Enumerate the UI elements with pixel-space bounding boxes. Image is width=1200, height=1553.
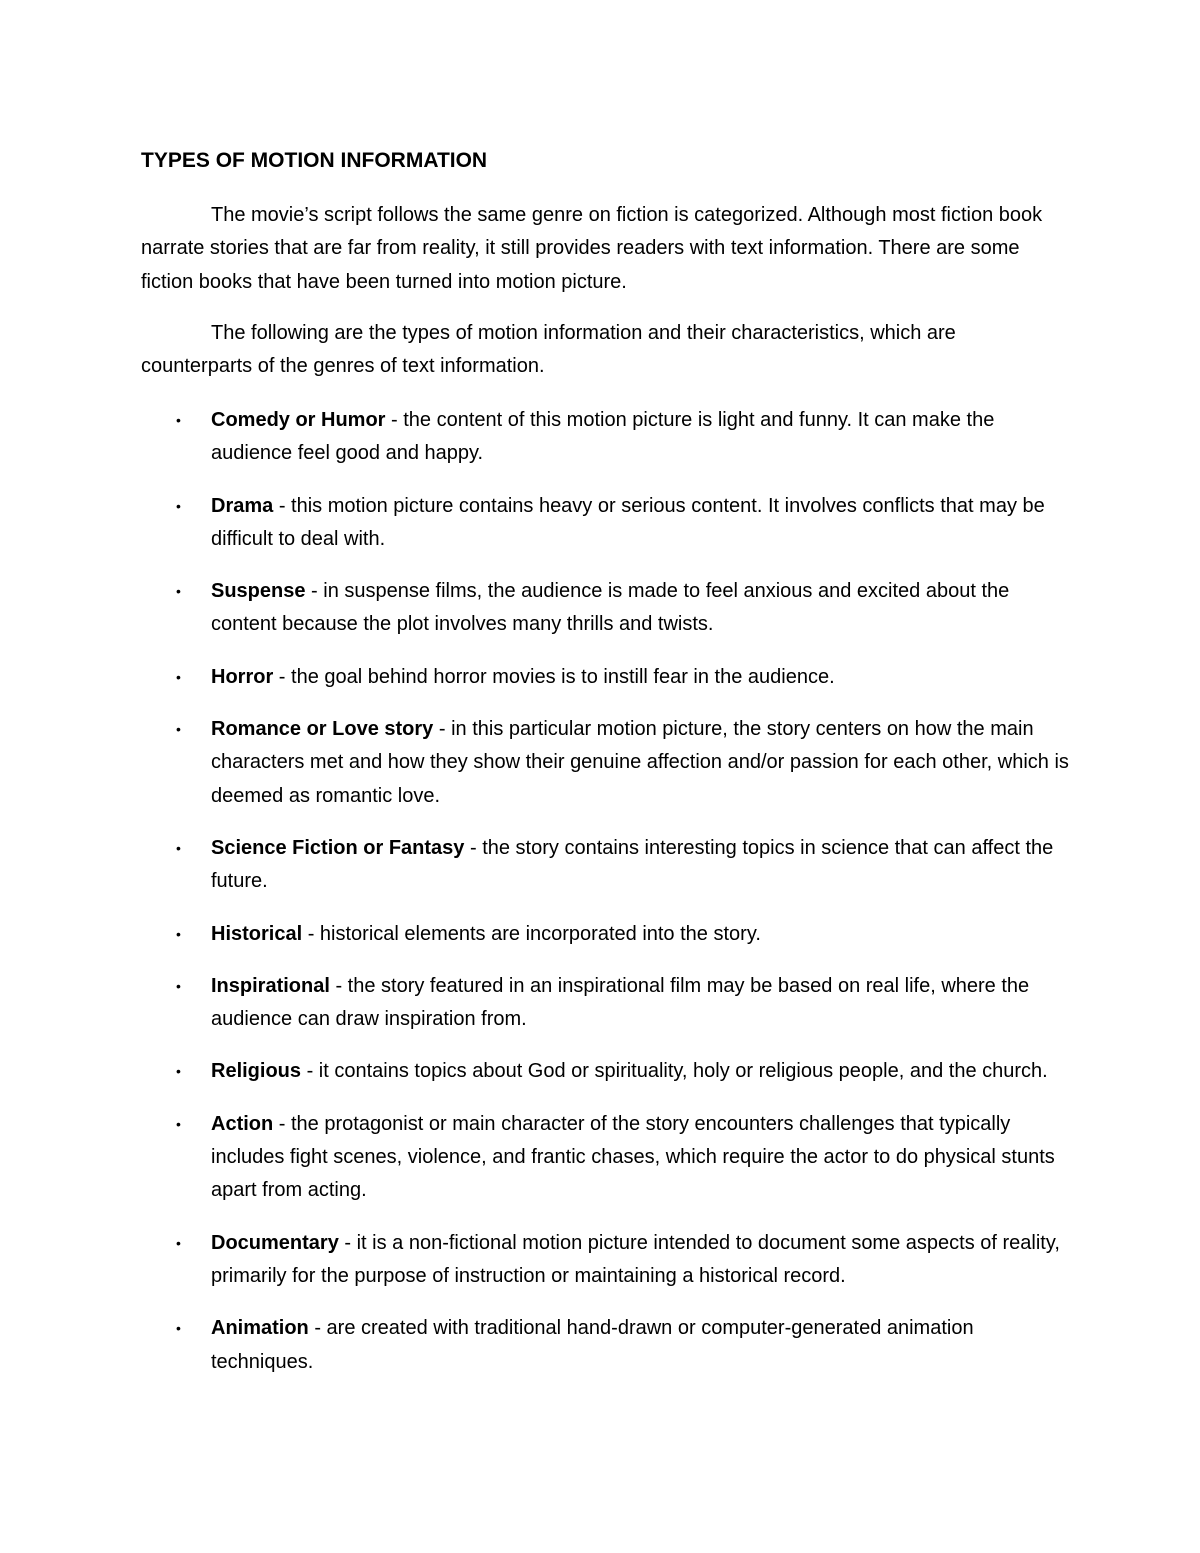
list-item-historical (0, 918, 1071, 951)
type-term: Comedy or Humor (211, 409, 386, 431)
bullet-icon: • (176, 497, 181, 514)
type-description: - the content of this motion picture is light and funny. It can make the audience feel good and happy. (211, 409, 995, 465)
type-term: Drama (211, 494, 274, 517)
type-term: Animation (211, 1317, 309, 1340)
type-term: Documentary (211, 1231, 339, 1254)
bullet-icon: • (176, 1063, 181, 1080)
list-item-religious (0, 1055, 1071, 1088)
type-term: Historical (211, 922, 303, 945)
list-item-documentary (0, 1227, 1071, 1294)
bullet-icon: • (176, 1234, 181, 1251)
type-description: - the protagonist or main character of the story encounters challenges that typically includes fight scenes, violence, and frantic chases, which require the actor to do physical stunts apart from acting. (211, 1112, 1055, 1202)
bullet-icon: • (176, 977, 181, 994)
type-description: - the story contains interesting topics in science that can affect the future. (211, 836, 1054, 893)
list-item-comedy (0, 404, 1071, 471)
bullet-icon: • (176, 583, 181, 600)
bullet-icon: • (176, 721, 181, 738)
type-description: - the story featured in an inspirational film may be based on real life, where the audience can draw inspiration from. (211, 974, 1030, 1031)
list-item-romance (0, 713, 1071, 813)
document-title: TYPES OF MOTION INFORMATION (141, 149, 488, 172)
bullet-icon: • (176, 839, 181, 856)
list-item-suspense (0, 575, 1071, 642)
type-description: - in this particular motion picture, the story centers on how the main characters met and how they show their genuine affection and/or passion for each other, which is deemed as romantic love. (211, 718, 1069, 807)
intro-paragraph: The movie’s script follows the same genre on fiction is categorized. Although most fiction book narrate stories that are far from reality, it still provides readers with text information. There are some fiction books that have been turned into motion picture. (141, 204, 1043, 293)
list-item-action (0, 1108, 1071, 1208)
type-term: Action (211, 1112, 274, 1135)
list-item-inspirational (0, 970, 1071, 1037)
type-term: Inspirational (211, 974, 330, 997)
type-term: Horror (211, 665, 274, 688)
type-term: Romance or Love story (211, 718, 434, 741)
list-item-drama (0, 490, 1071, 557)
type-description: - are created with traditional hand-drawn or computer-generated animation techniques. (211, 1317, 974, 1373)
motion-types-list (0, 404, 1200, 1398)
following-paragraph: The following are the types of motion information and their characteristics, which are counterparts of the genres of text information. (141, 322, 956, 378)
bullet-icon: • (176, 925, 181, 942)
type-description: - in suspense films, the audience is made to feel anxious and excited about the content because the plot involves many thrills and twists. (211, 580, 1010, 636)
list-item-animation (0, 1312, 1071, 1379)
type-description: - it contains topics about God or spirituality, holy or religious people, and the church. (301, 1060, 1048, 1083)
list-item-horror (0, 661, 1071, 694)
bullet-icon: • (176, 1320, 181, 1337)
type-description: - historical elements are incorporated into the story. (302, 922, 761, 945)
list-item-science-fiction (0, 832, 1071, 899)
bullet-icon: • (176, 1115, 181, 1132)
bullet-icon: • (176, 668, 181, 685)
type-description: - the goal behind horror movies is to instill fear in the audience. (273, 665, 835, 688)
type-description: - this motion picture contains heavy or serious content. It involves conflicts that may be difficult to deal with. (211, 494, 1045, 550)
type-term: Religious (211, 1060, 302, 1083)
type-term: Suspense (211, 580, 306, 603)
bullet-icon: • (176, 412, 181, 428)
type-description: - it is a non-fictional motion picture intended to document some aspects of reality, primarily for the purpose of instruction or maintaining a historical record. (211, 1231, 1060, 1287)
type-term: Science Fiction or Fantasy (211, 836, 465, 859)
